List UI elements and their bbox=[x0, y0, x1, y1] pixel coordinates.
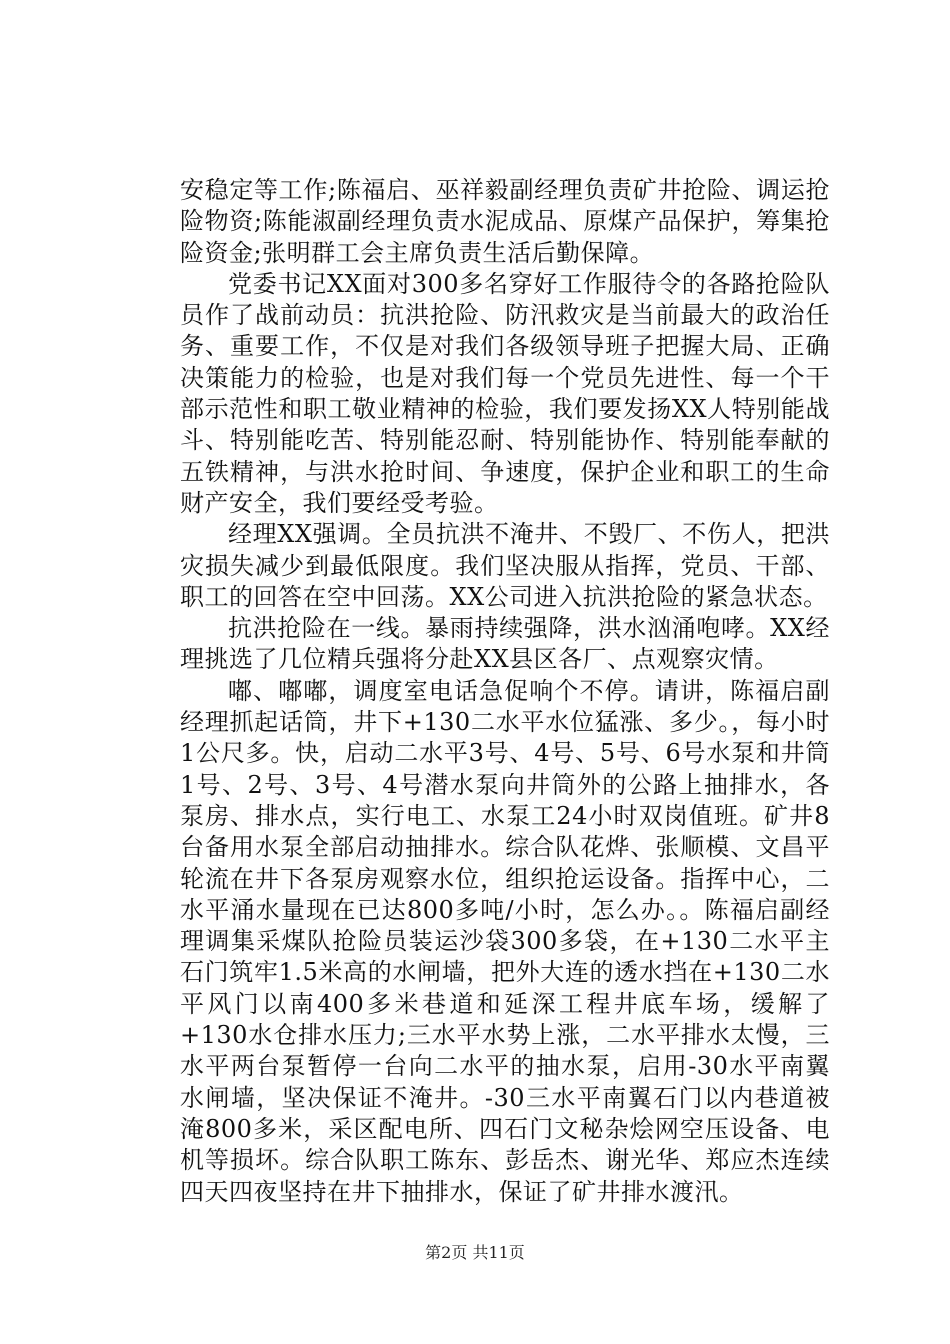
paragraph-dispatch: 嘟、嘟嘟，调度室电话急促响个不停。请讲，陈福启副经理抓起话筒，井下+130二水平水位猛涨、多少。，每小时1公尺多。快，启动二水平3号、4号、5号、6号水泵和井筒1号、2号、3号、4号潜水泵向井筒外的公路上抽排水，各泵房、排水点，实行电工、水泵工24小时双岗值班。矿井8台备用水泵全部启动抽排水。综合队花烨、张顺模、文昌平轮流在井下各泵房观察水位，组织抢运设备。指挥中心，二水平涌水量现在已达800多吨/小时，怎么办。。陈福启副经理调集采煤队抢险员装运沙袋300多袋，在+130二水平主石门筑牢1.5米高的水闸墙，把外大连的透水挡在+130二水平风门以南400多米巷道和延深工程井底车场，缓解了+130水仓排水压力;三水平水势上涨，二水平排水太慢，三水平两台泵暂停一台向二水平的抽水泵，启用-30水平南翼水闸墙，坚决保证不淹井。-30三水平南翼石门以内巷道被淹800多米，采区配电所、四石门文秘杂烩网空压设备、电机等损坏。综合队职工陈东、彭岳杰、谢光华、郑应杰连续四天四夜坚持在井下抽排水，保证了矿井排水渡汛。 bbox=[180, 676, 830, 1206]
page-number-footer: 第2页 共11页 bbox=[425, 1243, 525, 1262]
paragraph-continuation: 安稳定等工作;陈福启、巫祥毅副经理负责矿井抢险、调运抢险物资;陈能淑副经理负责水泥成品、原煤产品保护，筹集抢险资金;张明群工会主席负责生活后勤保障。 bbox=[180, 176, 830, 267]
paragraph-frontline: 抗洪抢险在一线。暴雨持续强降，洪水汹涌咆哮。XX经理挑选了几位精兵强将分赴XX县区各厂、点观察灾情。 bbox=[180, 614, 830, 674]
paragraph-mobilization: 党委书记XX面对300多名穿好工作服待令的各路抢险队员作了战前动员：抗洪抢险、防汛救灾是当前最大的政治任务、重要工作，不仅是对我们各级领导班子把握大局、正确决策能力的检验，也是对我们每一个党员先进性、每一个干部示范性和职工敬业精神的检验，我们要发扬XX人特别能战斗、特别能吃苦、特别能忍耐、特别能协作、特别能奉献的五铁精神，与洪水抢时间、争速度，保护企业和职工的生命财产安全，我们要经受考验。 bbox=[180, 269, 830, 517]
paragraph-manager-emphasis: 经理XX强调。全员抗洪不淹井、不毁厂、不伤人，把洪灾损失减少到最低限度。我们坚决服从指挥，党员、干部、职工的回答在空中回荡。XX公司进入抗洪抢险的紧急状态。 bbox=[180, 520, 830, 611]
document-body bbox=[180, 175, 830, 1208]
